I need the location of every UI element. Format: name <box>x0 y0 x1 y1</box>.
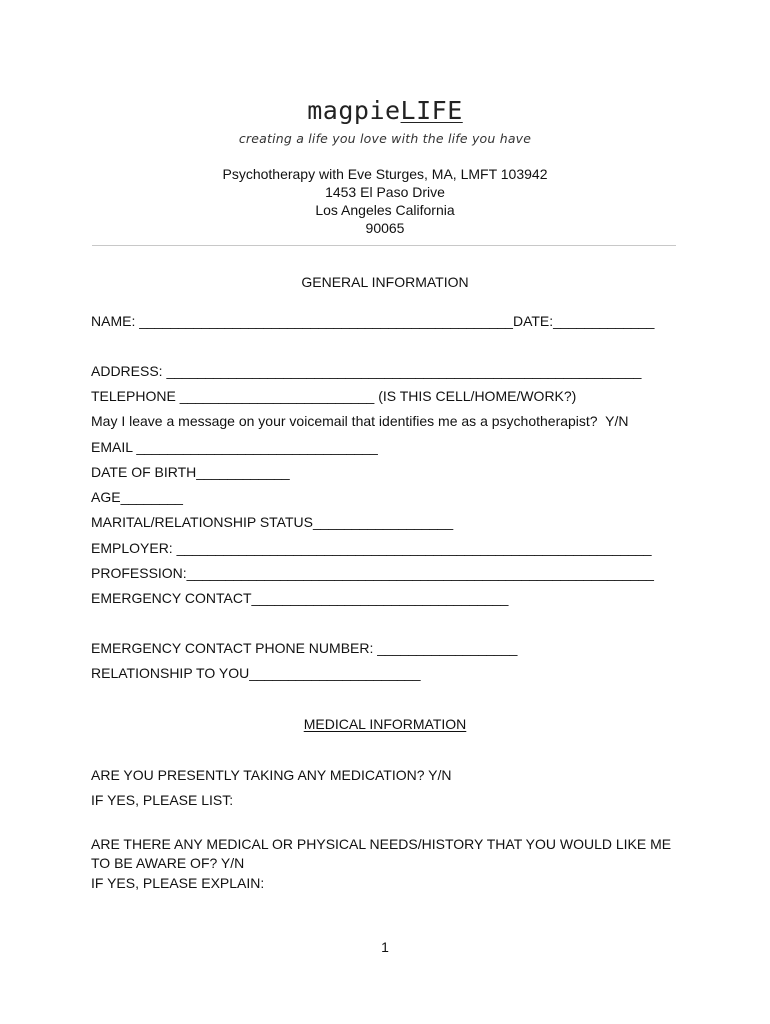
address-field[interactable]: ADDRESS: _____________________________________________________________ <box>91 363 642 379</box>
tagline: creating a life you love with the life you have <box>238 131 532 146</box>
medication-list-prompt[interactable]: IF YES, PLEASE LIST: <box>91 792 234 808</box>
employer-field[interactable]: EMPLOYER: _____________________________________________________________ <box>91 540 652 556</box>
profession-field[interactable]: PROFESSION:____________________________________________________________ <box>91 565 654 581</box>
city-line: Los Angeles California <box>315 202 455 218</box>
logo <box>0 96 770 125</box>
date-of-birth-field[interactable]: DATE OF BIRTH____________ <box>91 464 290 480</box>
logo-suffix: LIFE <box>400 96 463 125</box>
medical-information-title <box>0 716 770 732</box>
page-number: 1 <box>381 939 389 955</box>
emergency-contact-field[interactable]: EMERGENCY CONTACT_________________________________ <box>91 590 509 606</box>
medical-needs-question-line-2[interactable]: TO BE AWARE OF? Y/N <box>91 855 245 871</box>
voicemail-question[interactable]: May I leave a message on your voicemail that identifies me as a psychotherapist? Y/N <box>91 413 629 429</box>
marital-status-field[interactable]: MARITAL/RELATIONSHIP STATUS__________________ <box>91 514 454 530</box>
age-field[interactable]: AGE________ <box>91 489 183 505</box>
emergency-phone-field[interactable]: EMERGENCY CONTACT PHONE NUMBER: __________________ <box>91 640 518 656</box>
header-divider <box>92 245 676 246</box>
medication-question[interactable]: ARE YOU PRESENTLY TAKING ANY MEDICATION? Y/N <box>91 767 452 783</box>
medical-needs-explain-prompt[interactable]: IF YES, PLEASE EXPLAIN: <box>91 875 265 891</box>
logo-prefix: magpie <box>307 96 401 125</box>
email-field[interactable]: EMAIL _______________________________ <box>91 439 378 455</box>
relationship-field[interactable]: RELATIONSHIP TO YOU______________________ <box>91 665 421 681</box>
telephone-field[interactable]: TELEPHONE _________________________ (IS THIS CELL/HOME/WORK?) <box>91 388 577 404</box>
medical-needs-question-line-1[interactable]: ARE THERE ANY MEDICAL OR PHYSICAL NEEDS/HISTORY THAT YOU WOULD LIKE ME <box>91 836 672 852</box>
zip-line: 90065 <box>365 220 405 236</box>
general-information-title: GENERAL INFORMATION <box>301 274 469 290</box>
name-date-field[interactable]: NAME: ________________________________________________DATE:_____________ <box>91 313 655 329</box>
medical-information-title-text: MEDICAL INFORMATION <box>303 716 467 732</box>
practice-line: Psychotherapy with Eve Sturges, MA, LMFT 103942 <box>222 166 548 182</box>
street-line: 1453 El Paso Drive <box>325 184 445 200</box>
